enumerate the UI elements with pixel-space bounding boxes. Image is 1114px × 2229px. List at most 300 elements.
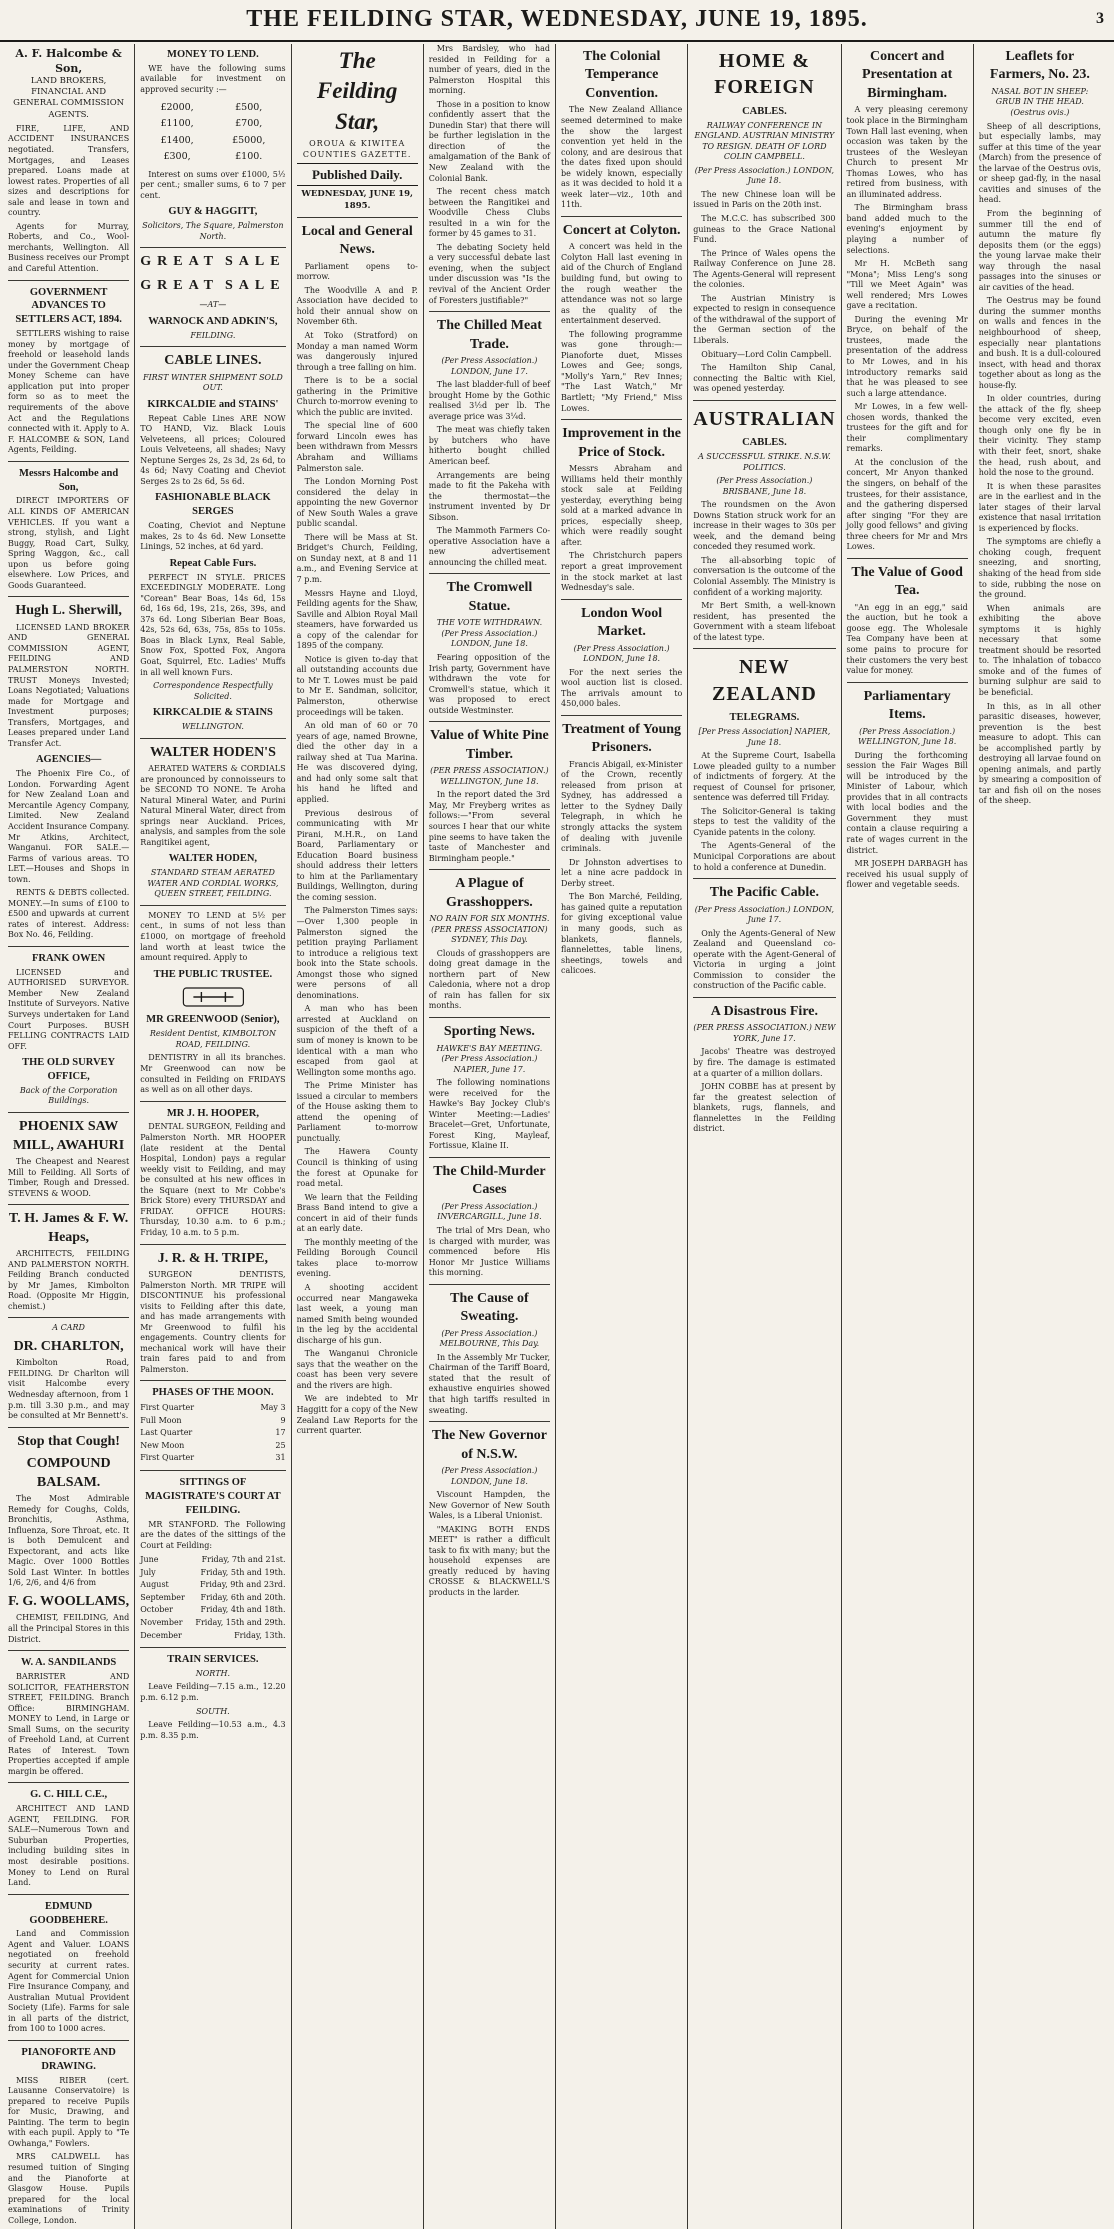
news-item: The Woodville A and P. Association have decided to hold their annual show on November 6th. <box>296 285 418 327</box>
heading-agencies: AGENCIES— <box>35 754 102 766</box>
heading-halcombe-son: Messrs Halcombe and Son, <box>19 467 119 493</box>
heading-warnock: WARNOCK AND ADKIN'S, <box>148 315 278 327</box>
news-item: In the report dated the 3rd May, Mr Freyberg writes as follows:—"From several sources I hear that our white pine seems to have taken the taste of Manchester and Birmingham people." <box>428 790 551 863</box>
ad-money-to-lend-trustee: MONEY TO LEND at 5½ per cent., in sums of not less than £1000, on mortgage of freehold land worth at least twice the amount required. Apply to <box>140 910 286 963</box>
ad-halcombe-line1: LAND BROKERS, <box>30 76 107 87</box>
divider <box>693 400 835 401</box>
heading-white-pine: Value of White Pine Timber. <box>430 728 549 762</box>
heading-james-heaps: T. H. James & F. W. Heaps, <box>8 1211 129 1245</box>
heading-australian: AUSTRALIAN <box>693 407 836 430</box>
heading-kirkcaldie: KIRKCALDIE and STAINS' <box>147 398 279 410</box>
heading-stop-cough: Stop that Cough! <box>17 1433 120 1449</box>
dispatch-source: HAWKE'S BAY MEETING. (Per Press Association.) NAPIER, June 17. <box>436 1043 543 1074</box>
divider <box>429 1017 550 1018</box>
divider <box>847 682 968 683</box>
news-item: During the forthcoming session the Fair Wages Bill will be introduced by the Minister of Labour, which provides that in all contracts with local bodies and the Government they must contain a clause requiring a rate of wages current in the district. <box>846 750 968 855</box>
sale-word: SALE <box>224 277 286 293</box>
divider <box>140 1380 285 1381</box>
divider <box>8 596 129 597</box>
heading-moon-phases: PHASES OF THE MOON. <box>152 1387 274 1399</box>
heading-owen: FRANK OWEN <box>32 952 106 964</box>
heading-new-zealand: NEW ZEALAND <box>711 656 817 705</box>
heading-leaflets: Leaflets for Farmers, No. 23. <box>989 49 1090 83</box>
news-item: Only the Agents-General of New Zealand and Queensland co-operate with the Agent-General of Victoria in urging a joint Commission to consider the construction of the Pacific cable. <box>693 928 836 991</box>
news-item: The following programme was gone through:—Pianoforte duet, Misses Lowes and Gee; songs, "Molly's Yarn," Rev Innes; "The Last Watch," Mr Bartlett; "My Friend," Miss Lowes. <box>561 329 683 413</box>
news-item: Obituary—Lord Colin Campbell. <box>701 349 832 359</box>
ad-halcombe-line2: FINANCIAL AND GENERAL COMMISSION AGENTS. <box>13 87 125 120</box>
news-item: The recent chess match between the Rangitikei and Woodville Chess Clubs resulted in a win for the former by 45 games to 31. <box>428 187 551 239</box>
news-item: The Bon Marché, Feilding, has gained quite a reputation for giving exceptional value in many goods, such as blankets, flannels, flannelettes, table linens, sheetings, towels and calicoes. <box>561 892 683 976</box>
news-item: Sheep of all descriptions, but especially lambs, may suffer at this time of the year (March) from the presence of the larvae of the Oestrus ovis, or sheep gad-fly, in the nasal cavities and sinuses of the head. <box>978 121 1101 205</box>
table-row <box>140 1604 285 1617</box>
moon-date: 25 <box>275 1440 286 1450</box>
heading-stock-prices: Improvement in the Price of Stock. <box>562 426 682 460</box>
divider <box>8 1650 129 1651</box>
heading-sherwill: Hugh L. Sherwill, <box>15 603 122 619</box>
divider <box>693 878 835 879</box>
nameplate: The Feilding Star, <box>316 48 398 134</box>
ad-owen: LICENSED and AUTHORISED SURVEYOR. Member New Zealand Institute of Surveyors. Native Surveys undertaken for Land Court Purposes. BUSH FELLING CONTRACTS LAID OFF. <box>8 967 130 1051</box>
column-5 <box>561 44 688 2229</box>
divider <box>693 997 835 998</box>
divider <box>8 1317 129 1318</box>
divider <box>140 1101 285 1102</box>
divider <box>561 599 682 600</box>
news-item: The roundsmen on the Avon Downs Station struck work for an increase in their wages to 30s per week, and the demand being conceded they resumed work. <box>693 500 836 552</box>
table-row <box>140 1415 285 1428</box>
ad-sherwill: LICENSED LAND BROKER AND GENERAL COMMISSION AGENT, FEILDING AND PALMERSTON NORTH. TRUST Moneys Invested; Loans Negotiated; Valuations made for Mortgage and Investment purposes; Transfers, Mortgages, and Leases prepared under Land Transfer Act. <box>8 622 130 748</box>
heading-charlton: DR. CHARLTON, <box>13 1338 124 1354</box>
great-word: GREAT <box>140 254 219 270</box>
ad-furs: PERFECT IN STYLE. PRICES EXCEEDINGLY MODERATE. Long "Corean" Bear Boas, 14s 6d, 15s 6d, 16s 6d, 19s, 21s, 26s, 39s, and 37s 6d. Long Siberian Bear Boas, 42s, 52s 6d, 63s, 75s, 85s to 105s. Boas in Black Lynx, Real Sable, Snow Fox, Spotted Fox, Angora Goat, Squirrel, Etc. Ladies' Muffs in all well known Furs. <box>140 572 286 677</box>
heading-survey-office: THE OLD SURVEY OFFICE, <box>22 1057 116 1083</box>
divider <box>847 558 968 559</box>
sittings-table <box>140 1554 285 1642</box>
dispatch-source: (Per Press Association.) WELLINGTON, June 18. <box>858 726 957 747</box>
heading-cable-lines: CABLE LINES. <box>164 353 262 369</box>
moon-date: 17 <box>275 1428 286 1438</box>
divider <box>8 946 129 947</box>
news-item: The Austrian Ministry is expected to resign in consequence of the withdrawal of the support of the German section of the Liberals. <box>693 293 836 346</box>
ad-rents: RENTS & DEBTS collected. MONEY.—In sums of £100 to £500 and upwards at current rates of interest. Address: Box No. 46, Feilding. <box>8 888 130 940</box>
money-interest: Interest on sums over £1000, 5½ per cent.; smaller sums, 6 to 7 per cent. <box>140 169 286 200</box>
column-4 <box>429 44 556 2229</box>
sitting-dates: Friday, 13th. <box>234 1630 286 1640</box>
news-item: A man who has been arrested at Auckland on suspicion of the theft of a sum of money is known to be identical with a man who escaped from gaol at Wellington some months ago. <box>296 1004 418 1077</box>
sitting-dates: Friday, 5th and 19th. <box>200 1567 286 1577</box>
ad-goodbehere: Land and Commission Agent and Valuer. LOANS negotiated on freehold security at current rates. Agent for Commercial Union Fire Insurance Company, and Australian Mutual Provident Society (Life). Farms for sale in all parts of the district, from 100 to 1000 acres. <box>8 1929 130 2034</box>
column-8 <box>979 44 1106 2229</box>
divider <box>140 247 285 248</box>
heading-home-foreign-cables: CABLES. <box>742 105 787 117</box>
heading-hooper: MR J. H. HOOPER, <box>166 1107 259 1119</box>
great-word: GREAT <box>140 277 219 293</box>
newspaper-title: THE FEILDING STAR, WEDNESDAY, JUNE 19, 1895. <box>246 6 868 32</box>
heading-tripe: J. R. & H. TRIPE, <box>157 1250 268 1266</box>
sitting-dates: Friday, 4th and 18th. <box>200 1605 286 1615</box>
sitting-month: September <box>140 1592 185 1602</box>
divider <box>8 1112 129 1113</box>
leaflet-subtitle: NASAL BOT IN SHEEP: GRUB IN THE HEAD. (Oestrus ovis.) <box>991 86 1089 118</box>
news-item: Notice is given to-day that all outstanding accounts due to Mr T. Lowes must be paid to Mr E. Sandman, solicitor, Palmerston, otherwise proceedings will be taken. <box>296 654 418 717</box>
divider <box>429 869 550 870</box>
heading-train-services: TRAIN SERVICES. <box>167 1654 259 1666</box>
sitting-dates: Friday, 7th and 21st. <box>201 1555 286 1565</box>
table-row <box>140 1452 285 1465</box>
news-item: Mr Lowes, in a few well-chosen words, thanked the trustees for the gift and for their complimentary remarks. <box>846 402 968 454</box>
divider <box>429 721 550 722</box>
heading-sittings: SITTINGS OF MAGISTRATE'S COURT AT FEILDING. <box>145 1477 281 1516</box>
ad-hooper: DENTAL SURGEON, Feilding and Palmerston North. MR HOOPER (late resident at the Dental Hospital, London) pays a regular weekly visit to Feilding, and may be consulted at his new offices in the Square (next to Mr Cobbe's Brick Store) every THURSDAY and FRIDAY. OFFICE HOURS: Thursday, 10.30 a.m. to 6 p.m.; Friday, 10 a.m. to 5 p.m. <box>140 1122 286 1237</box>
divider <box>140 1470 285 1471</box>
news-item: In this, as in all other parasitic diseases, however, prevention is the best measure to adopt. This can be accomplished partly by destroying all larvae found on opening animals, and partly by smearing a composition of tar and fish oil on the noses of the sheep. <box>978 701 1101 806</box>
warnock-place: FEILDING. <box>190 330 236 340</box>
money-sum: £5000, <box>232 134 266 146</box>
news-item: The symptoms are chiefly a choking cough, frequent sneezing, and snorting, shaking of the head from side to side, rubbing the nose on the ground. <box>978 537 1101 600</box>
column-3 <box>297 44 424 2229</box>
money-sum: £700, <box>235 118 263 130</box>
ad-halcombe-text: FIRE, LIFE, AND ACCIDENT INSURANCES negotiated. Transfers, Mortgages, and Leases prepared. Loans made at lowest rates. Properties of all sizes and descriptions for sale and lease in town and country. <box>8 123 130 218</box>
cable-summary: A SUCCESSFUL STRIKE. N.S.W. POLITICS. <box>698 452 831 472</box>
news-item: Parliament opens to-morrow. <box>296 261 418 282</box>
ad-phoenix-mill: The Cheapest and Nearest Mill to Feilding. All Sorts of Timber, Rough and Dressed. STEVENS & WOOD. <box>8 1156 130 1198</box>
moon-phase: New Moon <box>140 1440 185 1450</box>
news-item: The Hamilton Ship Canal, connecting the Baltic with Kiel, was opened yesterday. <box>693 363 836 394</box>
cable-summary: RAILWAY CONFERENCE IN ENGLAND. AUSTRIAN MINISTRY TO RESIGN. DEATH OF LORD COLIN CAMPBELL. <box>694 120 835 162</box>
dispatch-source: [Per Press Association] NAPIER, June 18. <box>698 726 831 747</box>
heading-parliamentary: Parliamentary Items. <box>863 688 951 723</box>
news-item: During the evening Mr Bryce, on behalf of the trustees, made the presentation of the address to Mr Lowes, and in his introductory remarks said that he was pleased to see such a large attendance. <box>846 314 968 398</box>
heading-woollams: F. G. WOOLLAMS, <box>8 1594 130 1609</box>
divider <box>8 1894 129 1895</box>
nameplate-subtitle: OROUA & KIWITEA COUNTIES GAZETTE. <box>302 139 412 159</box>
divider <box>140 1244 285 1245</box>
divider <box>561 419 682 420</box>
news-item: It is when these parasites are in the earliest and in the later stages of their larval existence that nasal irritation is experienced by flocks. <box>978 481 1101 533</box>
label-a-card: A CARD <box>52 1323 85 1333</box>
ad-riber: MISS RIBER (cert. Lausanne Conservatoire) is prepared to receive Pupils for Music, Drawing, and Painting. The term to begin with each pupil. Apply to "Te Owhanga," Fowlers. <box>8 2075 130 2148</box>
dentist-logo-icon <box>148 985 279 1009</box>
dispatch-source: (Per Press Association.) LONDON, June 17. <box>694 904 835 925</box>
heading-chilled-meat: The Chilled Meat Trade. <box>436 318 542 352</box>
heading-greenwood: MR GREENWOOD (Senior), <box>146 1014 280 1026</box>
moon-phase: Full Moon <box>140 1415 182 1425</box>
money-sums-table <box>140 99 285 167</box>
divider <box>8 2040 129 2041</box>
divider <box>429 311 550 312</box>
ad-halcombe-name: A. F. Halcombe & Son, <box>15 47 122 75</box>
label-at: —AT— <box>199 300 227 310</box>
news-item: The London Morning Post considered the delay in appointing the new Governor of New South Wales a grave public scandal. <box>296 477 418 529</box>
news-item: At Toko (Stratford) on Monday a man named Worm was dangerously injured through a tree falling on him. <box>296 330 418 372</box>
news-item: Jacobs' Theatre was destroyed by fire. The damage is estimated at a quarter of a million dollars. <box>693 1047 836 1078</box>
table-row <box>140 1592 285 1605</box>
news-item: MR JOSEPH DARBAGH has received his usual supply of flower and vegetable seeds. <box>846 859 968 890</box>
divider <box>561 216 682 217</box>
news-item: A very pleasing ceremony took place in the Birmingham Town Hall last evening, when occasion was taken by the trustees of the Wesleyan Church to present Mr Thomas Lowes, who has retired from business, with an illuminated address. <box>846 105 968 199</box>
heading-sweating: The Cause of Sweating. <box>450 1290 529 1325</box>
news-item: We are indebted to Mr Haggitt for a copy of the New Zealand Law Reports for the current quarter. <box>296 1394 418 1436</box>
ad-architects: ARCHITECTS, FEILDING AND PALMERSTON NORTH. Feilding Branch conducted by Mr James, Kimbolton Road. (Opposite Mr Higgin, chemist.) <box>8 1249 130 1311</box>
ad-settlers: SETTLERS wishing to raise money by mortgage of freehold or leasehold lands under the Government Cheap Money Scheme can have application put into proper form so as to meet the requirements of the above Act and the Regulations connected with it. Apply to A. F. HALCOMBE & SON, Land Agents, Feilding. <box>8 329 130 455</box>
money-sum: £300, <box>163 151 191 163</box>
news-item: The trial of Mrs Dean, who is charged with murder, was commenced before His Honor Mr Justice Williams this morning. <box>428 1226 551 1278</box>
divider <box>429 1421 550 1422</box>
heading-balsam: COMPOUND BALSAM. <box>26 1456 111 1490</box>
heading-australian-cables: CABLES. <box>742 437 787 449</box>
heading-young-prisoners: Treatment of Young Prisoners. <box>562 721 682 756</box>
news-item: A shooting accident occurred near Mangaweka last week, a young man named Smith being wounded in the leg by the accidental discharge of his gun. <box>296 1283 418 1345</box>
heading-birmingham-concert: Concert and Presentation at Birmingham. <box>861 49 953 101</box>
news-item: The Wanganui Chronicle says that the weather on the coast has been very severe and the rivers are high. <box>296 1349 418 1390</box>
heading-money-to-lend: MONEY TO LEND. <box>167 49 259 60</box>
news-item: The following nominations were received for the Hawke's Bay Jockey Club's Winter Meeting:—Ladies' Bracelet—Gret, Unfortunate, Forest King, Mayleaf, Fortissue, Klaine II. <box>428 1078 551 1151</box>
dispatch-source: (Per Press Association.) LONDON, June 18. <box>573 643 670 664</box>
ad-balsam: The Most Admirable Remedy for Coughs, Colds, Bronchitis, Asthma, Influenza, Sore Throat, etc. It is both Demulcent and Expectorant, and acts like Magic. Over 1000 Bottles Sold Last Winter. In bottles 1/6, 2/6, and 4/6 from <box>8 1494 130 1588</box>
news-item: At the conclusion of the concert, Mr Anyon thanked the singers, on behalf of the trustees, for their assistance, and the gathering dispersed after singing "For they are jolly good fellows" and giving three cheers for Mr and Mrs Lowes. <box>846 457 968 552</box>
news-item: The new Chinese loan will be issued in Paris on the 20th inst. <box>693 189 836 210</box>
great-sale-banner <box>140 253 285 271</box>
divider <box>140 1647 285 1648</box>
news-item: The Solicitor-General is taking steps to test the validity of the Cyanide patents in the colony. <box>693 806 836 837</box>
sale-word: SALE <box>224 254 286 270</box>
news-item: An old man of 60 or 70 years of age, named Browne, died the other day in a railway shed at Tua Marina. He was discovered dying, and had only some salt that his hand he lifted and applied. <box>296 721 418 804</box>
moon-date: 9 <box>280 1415 286 1425</box>
heading-pacific-cable: The Pacific Cable. <box>709 885 820 901</box>
heading-hoden-2: WALTER HODEN, <box>168 853 258 865</box>
divider <box>561 715 682 716</box>
ad-caldwell: MRS CALDWELL has resumed tuition of Singing and the Pianoforte at Glasgow House. Pupils prepared for the local examinations of Trinity College, London. <box>8 2152 130 2225</box>
ad-vehicles: DIRECT IMPORTERS OF ALL KINDS OF AMERICAN VEHICLES. If you want a strong, stylish, and Light Buggy, Road Cart, Sulky, Spring Waggon, &c., call upon us before going elsewhere. Low Prices, and Goods Guaranteed. <box>8 496 130 590</box>
sitting-month: July <box>140 1567 156 1577</box>
news-item: The last bladder-full of beef brought Home by the Gothic realised 3½d per lb. The average price was 3¼d. <box>428 380 551 421</box>
money-sum: £2000, <box>160 101 194 113</box>
money-sum: £100. <box>235 151 263 163</box>
ad-greenwood: DENTISTRY in all its branches. Mr Greenwood can now be consulted in Feilding on FRIDAYS as well as on all other days. <box>140 1053 286 1095</box>
moon-date: 31 <box>275 1453 286 1463</box>
news-item: There is to be a social gathering in the Primitive Church to-morrow evening to which the public are invited. <box>296 376 418 417</box>
moon-phase: Last Quarter <box>140 1428 193 1438</box>
heading-pianoforte: PIANOFORTE AND DRAWING. <box>21 2046 116 2072</box>
heading-gov-advances: GOVERNMENT ADVANCES TO SETTLERS ACT, 1894. <box>15 286 122 326</box>
ad-kirkcaldie-cable: Repeat Cable Lines ARE NOW TO HAND, Viz. Black Louis Velveteens, all prices; Coloured Louis Velveteens, all shades; Navy Neptune Serges 2s, 2s 3d, 2s 6d, to 4s 6d; Navy Coating and Cheviot Serges 2s to 2s 6d, 5s 6d. <box>140 413 286 486</box>
news-item: Messrs Hayne and Lloyd, Feilding agents for the Shaw, Saville and Albion Royal Mail steamers, have forwarded us a copy of the calendar for 1895 of the company. <box>296 588 418 651</box>
news-item: From the beginning of summer till the end of autumn the mature fly deposits them (or the eggs) the young larvae make their way through the nasal passages into the sinuses or air cavities of the head. <box>978 208 1101 292</box>
news-item: When animals are exhibiting the above symptoms it is highly necessary that some treatment should be resorted to. The inhalation of tobacco smoke and of the fumes of burning sulphur are said to be beneficial. <box>978 603 1101 698</box>
shipment-sold-out: FIRST WINTER SHIPMENT SOLD OUT. <box>142 372 283 393</box>
correspondence-note: Correspondence Respectfully Solicited. <box>153 681 273 701</box>
news-item: The Birmingham brass band added much to the evening's enjoyment by playing a number of selections. <box>846 203 968 255</box>
news-item: Mr Bert Smith, a well-known resident, has presented the Government with a steam lifeboat of the latest type. <box>693 601 836 642</box>
sitting-dates: Friday, 6th and 20th. <box>200 1592 286 1602</box>
dispatch-source: (Per Press Association.) LONDON, June 17. <box>441 356 538 376</box>
heading-good-tea: The Value of Good Tea. <box>851 564 963 599</box>
money-sum: £1400, <box>160 134 194 146</box>
heading-nz-telegrams: TELEGRAMS. <box>729 712 800 724</box>
news-item: The all-absorbing topic of conversation is the outcome of the Colonial Assembly. The Ministry is confident of a working majority. <box>693 555 836 597</box>
ad-sandilands: BARRISTER AND SOLICITOR, FEATHERSTON STREET, FEILDING. Branch Office: BIRMINGHAM. MONEY to Lend, in Large or Small Sums, on the security of Freehold Land, at Current Rates of Interest. Town Properties accepted if ample margin be offered. <box>8 1671 130 1776</box>
news-item: Francis Abigail, ex-Minister of the Crown, recently released from prison at Sydney, has addressed a letter to the Sydney Daily Telegraph, in which he strongly attacks the system of dealing with juvenile criminals. <box>561 759 683 854</box>
heading-phoenix-mill: PHOENIX SAW MILL, AWAHURI <box>12 1119 125 1153</box>
heading-public-trustee: THE PUBLIC TRUSTEE. <box>153 968 273 980</box>
guy-haggitt-address: Solicitors, The Square, Palmerston North. <box>142 221 284 241</box>
news-item: A concert was held in the Colyton Hall last evening in aid of the Church of England building fund, but owing to the rough weather the attendance was not so large as the quality of the entertainment deserved. <box>561 242 683 326</box>
heading-temperance: The Colonial Temperance Convention. <box>582 49 661 101</box>
news-item: Clouds of grasshoppers are doing great damage in the northern part of New Caledonia, where not a drop of rain has fallen for six months. <box>428 948 551 1011</box>
dispatch-source: (PER PRESS ASSOCIATION.) NEW YORK, June 17. <box>693 1023 836 1043</box>
sittings-intro: MR STANFORD. The Following are the dates of the sittings of the Court at Feilding: <box>140 1519 286 1550</box>
sitting-month: November <box>140 1617 183 1627</box>
ad-charlton: Kimbolton Road, FEILDING. Dr Charlton will visit Halcombe every Wednesday afternoon, from 1 p.m. till 3.30 p.m., and may be consulted at Mr Bennett's. <box>8 1358 130 1421</box>
table-row <box>140 1630 285 1643</box>
news-item: Previous desirous of communicating with Mr Pirani, M.H.R., on Land Board, Parliamentary or Education Board business should address their letters to him at the Parliamentary Buildings, Wellington, during the coming session. <box>296 808 418 902</box>
heading-hoden: WALTER HODEN'S <box>149 744 276 760</box>
divider <box>8 461 129 462</box>
great-sale-banner <box>140 277 285 295</box>
heading-grasshoppers: A Plague of Grasshoppers. <box>446 876 533 910</box>
heading-colyton-concert: Concert at Colyton. <box>562 222 681 238</box>
sitting-month: December <box>140 1630 182 1640</box>
moon-date: May 3 <box>260 1403 286 1413</box>
money-intro: WE have the following sums available for investment on approved security :— <box>140 63 286 94</box>
heading-black-serges: FASHIONABLE BLACK SERGES <box>155 492 271 518</box>
news-item: The Prime Minister has issued a circular to members of the House asking them to attend the opening of Parliament to-morrow punctually. <box>296 1081 418 1143</box>
divider <box>297 217 418 218</box>
ad-aerated-waters: AERATED WATERS & CORDIALS are pronounced by connoisseurs to be SECOND TO NONE. Te Aroha Natural Mineral Water, and Purini Natural Mineral Water, direct from springs near Auckland. Prices, analysis, and samples from the sole Rangitikei agent, <box>140 764 286 847</box>
news-item: The debating Society held a very successful debate last evening, when the subject under discussion was "Is the revival of the Ancient Order of Foresters justifiable?" <box>428 242 551 305</box>
news-item: Mrs Bardsley, who had resided in Feilding for a number of years, died in the Palmerston Hospital this morning. <box>428 44 551 96</box>
ad-hill: ARCHITECT AND LAND AGENT, FEILDING. FOR SALE—Numerous Town and Suburban Properties, including building sites in most desirable positions. Money to Lend on Rural Land. <box>8 1804 130 1888</box>
hoden-works: STANDARD STEAM AERATED WATER AND CORDIAL WORKS, QUEEN STREET, FEILDING. <box>147 868 279 899</box>
page-number: 3 <box>1096 10 1104 27</box>
table-row <box>140 1427 285 1440</box>
column-1 <box>8 44 135 2229</box>
train-north-times: Leave Feilding—7.15 a.m., 12.20 p.m. 6.12 p.m. <box>140 1682 286 1703</box>
sitting-month: August <box>140 1580 169 1590</box>
news-item: The Christchurch papers report a great improvement in the stock market at last Wednesday's sale. <box>561 551 683 593</box>
sitting-month: June <box>140 1555 159 1565</box>
ad-halcombe <box>8 47 129 121</box>
news-item: The meat was chiefly taken by butchers who have hitherto bought chilled American beef. <box>428 425 551 466</box>
divider <box>8 280 129 281</box>
newspaper-columns <box>8 44 1106 2225</box>
news-item: In older countries, during the attack of the fly, sheep become very excited, even though only one fly be in their vicinity. They stamp with their feet, snort, shake the head, rush about, and hold the nose to the ground. <box>978 394 1101 478</box>
survey-office-address: Back of the Corporation Buildings. <box>19 1085 118 1106</box>
dispatch-source: (Per Press Association.) MELBOURNE, This Day. <box>439 1328 540 1349</box>
heading-sandilands: W. A. SANDILANDS <box>20 1657 117 1669</box>
news-item: The monthly meeting of the Feilding Borough Council takes place to-morrow evening. <box>296 1237 418 1279</box>
dispatch-source: (Per Press Association.) LONDON, June 18. <box>694 165 835 186</box>
sitting-dates: Friday, 9th and 23rd. <box>199 1580 286 1590</box>
news-item: There will be Mass at St. Bridget's Church, Feilding, on Sunday next, at 8 and 11 a.m., and Evening Service at 7 p.m. <box>296 532 418 585</box>
news-item: For the next series the wool auction list is closed. The arrivals amount to 450,000 bales. <box>561 667 683 709</box>
heading-child-murder: The Child-Murder Cases <box>433 1163 546 1198</box>
divider <box>8 1204 129 1205</box>
divider <box>693 648 835 649</box>
news-item: Fearing opposition of the Irish party, Government have withdrawn the vote for Cromwell's statue, which it was proposed to erect outside Westminster. <box>428 653 551 715</box>
divider <box>8 1782 129 1783</box>
column-7 <box>847 44 974 2229</box>
news-item: Dr Johnston advertises to let a nine acre paddock in Derby street. <box>561 857 683 888</box>
ad-woollams: CHEMIST, FEILDING, And all the Principal Stores in this District. <box>8 1613 130 1644</box>
news-item: Arrangements are being made to fit the Pakeha with the thermostat—the instrument invented by Dr Sibson. <box>428 470 551 522</box>
heading-guy-haggitt: GUY & HAGGITT, <box>168 206 258 218</box>
divider <box>140 738 285 739</box>
train-north-label: NORTH. <box>195 1668 231 1678</box>
kirkcaldie-place: WELLINGTON. <box>181 722 244 731</box>
dispatch-source: (PER PRESS ASSOCIATION.) WELLINGTON, June 18. <box>430 766 549 786</box>
sitting-dates: Friday, 15th and 29th. <box>195 1617 286 1627</box>
moon-phase: First Quarter <box>140 1453 195 1463</box>
news-item: We learn that the Feilding Brass Band intend to give a concert in aid of their funds at an early date. <box>296 1192 418 1234</box>
news-item: The Agents-General of the Municipal Corporations are about to hold a conference at Dunedin. <box>693 841 836 872</box>
heading-kirkcaldie-stains: KIRKCALDIE & STAINS <box>152 707 273 719</box>
dispatch-source: (Per Press Association.) LONDON, June 18. <box>441 1465 538 1486</box>
news-item: "MAKING BOTH ENDS MEET" is rather a difficult task to fix with many; but the household expenses are greatly reduced by having CROSSE & BLACKWELL'S products in the larder. <box>428 1524 551 1597</box>
heading-disastrous-fire: A Disastrous Fire. <box>710 1003 818 1019</box>
news-item: The special line of 600 forward Lincoln ewes has been withdrawn from Messrs Abraham and Williams Palmerston sale. <box>296 421 418 473</box>
news-item: In the Assembly Mr Tucker, Chairman of the Tariff Board, stated that the result of exhaustive enquiries showed that high tariffs resulted in sweating. <box>428 1352 551 1415</box>
dateline: WEDNESDAY, JUNE 19, 1895. <box>301 189 413 211</box>
news-item: The New Zealand Alliance seemed determined to make the show the largest convention yet held in the colony, and are desirous that the dates fixed upon should be widely known, especially as it was decided to hold it a week later—viz., 10th and 11th. <box>561 105 683 210</box>
masthead <box>0 0 1114 42</box>
table-row <box>140 1617 285 1630</box>
table-row <box>140 1567 285 1580</box>
column-6 <box>693 44 841 2229</box>
divider <box>429 1284 550 1285</box>
ad-agencies: The Phoenix Fire Co., of London. Forwarding Agent for New Zealand Loan and Mercantile Agency Company, Limited. New Zealand Accident Insurance Company. Mr Atkins, Architect, Wanganui. FOR SALE.—Farms of various areas. TO LET.—Houses and Shops in town. <box>8 769 130 884</box>
heading-wool-market: London Wool Market. <box>581 605 663 640</box>
divider <box>140 346 285 347</box>
table-row <box>140 1402 285 1415</box>
table-row <box>140 1579 285 1592</box>
dispatch-source: (Per Press Association.) BRISBANE, June 18. <box>716 476 813 496</box>
news-item: Mr H. McBeth sang "Mona"; Miss Leng's song "Till we Meet Again" was well rendered; Mrs Lowes gave a recitation. <box>846 259 968 311</box>
news-item: Viscount Hampden, the New Governor of New South Wales, is a Liberal Unionist. <box>428 1490 551 1521</box>
divider <box>140 905 285 906</box>
news-item: JOHN COBBE has at present by far the greatest selection of blankets, rugs, flannels, and flannelettes in the Feilding district. <box>693 1082 836 1134</box>
heading-home-foreign: HOME & FOREIGN <box>714 50 815 99</box>
news-item: The Prince of Wales opens the Railway Conference on June 28. The Agents-General will represent the colonies. <box>693 248 836 290</box>
table-row <box>140 1554 285 1567</box>
news-item: The M.C.C. has subscribed 300 guineas to the Grace National Fund. <box>693 214 836 245</box>
money-sum: £1100, <box>160 118 194 130</box>
divider <box>429 1157 550 1158</box>
dispatch-source: (Per Press Association.) INVERCARGILL, June 18. <box>437 1201 542 1222</box>
ad-tripe: SURGEON DENTISTS, Palmerston North. MR TRIPE will DISCONTINUE his professional visits to Feilding after this date, and has made arrangements with Mr Greenwood to fulfil his engagements. Country clients for mechanical work will have their train fares paid to and from Palmerston. <box>140 1269 286 1374</box>
train-south-times: Leave Feilding—10.53 a.m., 4.3 p.m. 8.35 p.m. <box>140 1720 286 1740</box>
heading-cromwell-statue: The Cromwell Statue. <box>446 580 533 614</box>
train-south-label: SOUTH. <box>196 1706 230 1716</box>
table-row <box>140 1440 285 1453</box>
ad-halcombe-agents: Agents for Murray, Roberts, and Co., Wool-merchants, Wellington. All Business receives our Prompt and Careful Attention. <box>8 221 130 274</box>
news-item: The Mammoth Farmers Co-operative Association have a new advertisement announcing the chilled meat. <box>428 526 551 567</box>
money-sum: £500, <box>235 101 263 113</box>
published-daily: Published Daily. <box>297 163 418 186</box>
dispatch-source: THE VOTE WITHDRAWN. (Per Press Association.) LONDON, June 18. <box>436 618 543 649</box>
dispatch-source: NO RAIN FOR SIX MONTHS. (PER PRESS ASSOCIATION) SYDNEY, This Day. <box>429 914 550 945</box>
news-item: The Oestrus may be found during the summer months on walls and fences in the neighbourhood of sheep, especially near plantations and bush. It is a dull-coloured insect, with head and thorax together about as long as the house-fly. <box>978 296 1101 390</box>
divider <box>429 573 550 574</box>
greenwood-address: Resident Dentist, KIMBOLTON ROAD, FEILDING. <box>149 1029 276 1049</box>
divider <box>8 1427 129 1428</box>
news-item: The Hawera County Council is thinking of using the forest at Opunake for road metal. <box>296 1147 418 1189</box>
column-2 <box>140 44 291 2229</box>
moon-phase: First Quarter <box>140 1403 195 1413</box>
heading-new-governor: The New Governor of N.S.W. <box>431 1428 547 1462</box>
heading-sporting-news: Sporting News. <box>443 1024 535 1040</box>
heading-furs: Repeat Cable Furs. <box>169 557 257 569</box>
